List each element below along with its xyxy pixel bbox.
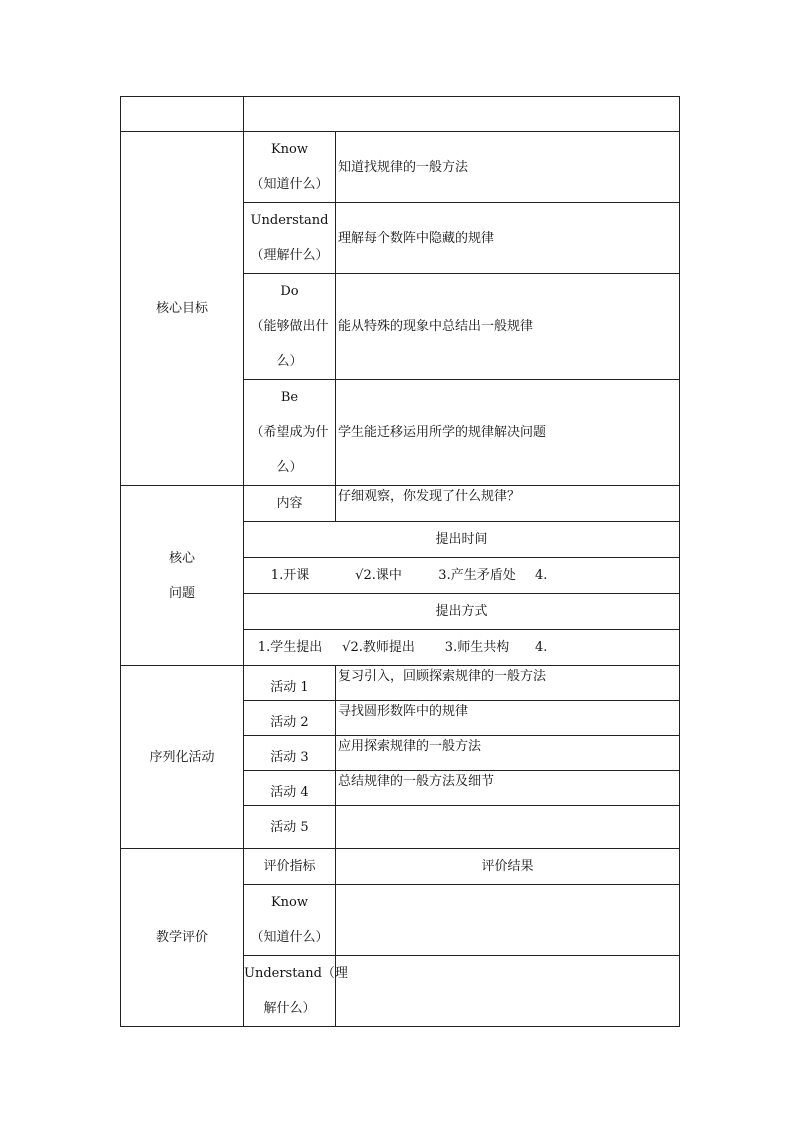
evaluation-header-right: 评价结果 [336,849,680,885]
goal-key-understand: Understand （理解什么） [244,203,336,274]
activity-desc [336,806,680,849]
activity-desc: 复习引入，回顾探索规律的一般方法 [336,666,680,701]
header-right-cell [244,97,680,132]
activity-desc: 寻找圆形数阵中的规律 [336,701,680,736]
question-time-options [244,558,680,594]
activity-row [121,666,680,701]
method-option-1: 1.学生提出 [257,640,323,655]
evaluation-header-left: 评价指标 [244,849,336,885]
goal-key-be: Be （希望成为什 么） [244,380,336,486]
activity-desc: 应用探索规律的一般方法 [336,736,680,771]
activities-label: 序列化活动 [121,666,244,849]
activity-desc: 总结规律的一般方法及细节 [336,771,680,806]
core-question-label: 核心 问题 [121,486,244,666]
evaluation-key-know: Know （知道什么） [244,885,336,956]
evaluation-key-understand: Understand（理 解什么） [244,956,336,1027]
activity-name: 活动 2 [244,701,336,736]
core-goals-label: 核心目标 [121,132,244,486]
question-method-title: 提出方式 [244,594,680,630]
evaluation-header-row [121,849,680,885]
time-option-3: 3.产生矛盾处 [438,568,516,583]
time-option-4: 4. [535,568,548,583]
time-option-1: 1.开课 [270,568,310,583]
evaluation-value-know [336,885,680,956]
header-left-cell [121,97,244,132]
time-option-2: √2.课中 [355,568,402,583]
question-time-title: 提出时间 [244,522,680,558]
goal-value-know: 知道找规律的一般方法 [336,132,680,203]
activity-name: 活动 1 [244,666,336,701]
goal-key-do: Do （能够做出什 么） [244,274,336,380]
method-option-2: √2.教师提出 [342,640,415,655]
activity-name: 活动 3 [244,736,336,771]
method-option-4: 4. [535,640,548,655]
header-row [121,97,680,132]
question-content-label: 内容 [244,486,336,522]
question-content-value: 仔细观察，你发现了什么规律？ [336,486,680,522]
goal-key-know: Know （知道什么） [244,132,336,203]
question-method-options [244,630,680,666]
goal-value-do: 能从特殊的现象中总结出一般规律 [336,274,680,380]
goal-row-know [121,132,680,203]
goal-value-understand: 理解每个数阵中隐藏的规律 [336,203,680,274]
question-content-row [121,486,680,522]
evaluation-value-understand [336,956,680,1027]
lesson-plan-table [120,96,680,1027]
activity-name: 活动 4 [244,771,336,806]
activity-name: 活动 5 [244,806,336,849]
evaluation-label: 教学评价 [121,849,244,1027]
goal-value-be: 学生能迁移运用所学的规律解决问题 [336,380,680,486]
method-option-3: 3.师生共构 [444,640,510,655]
